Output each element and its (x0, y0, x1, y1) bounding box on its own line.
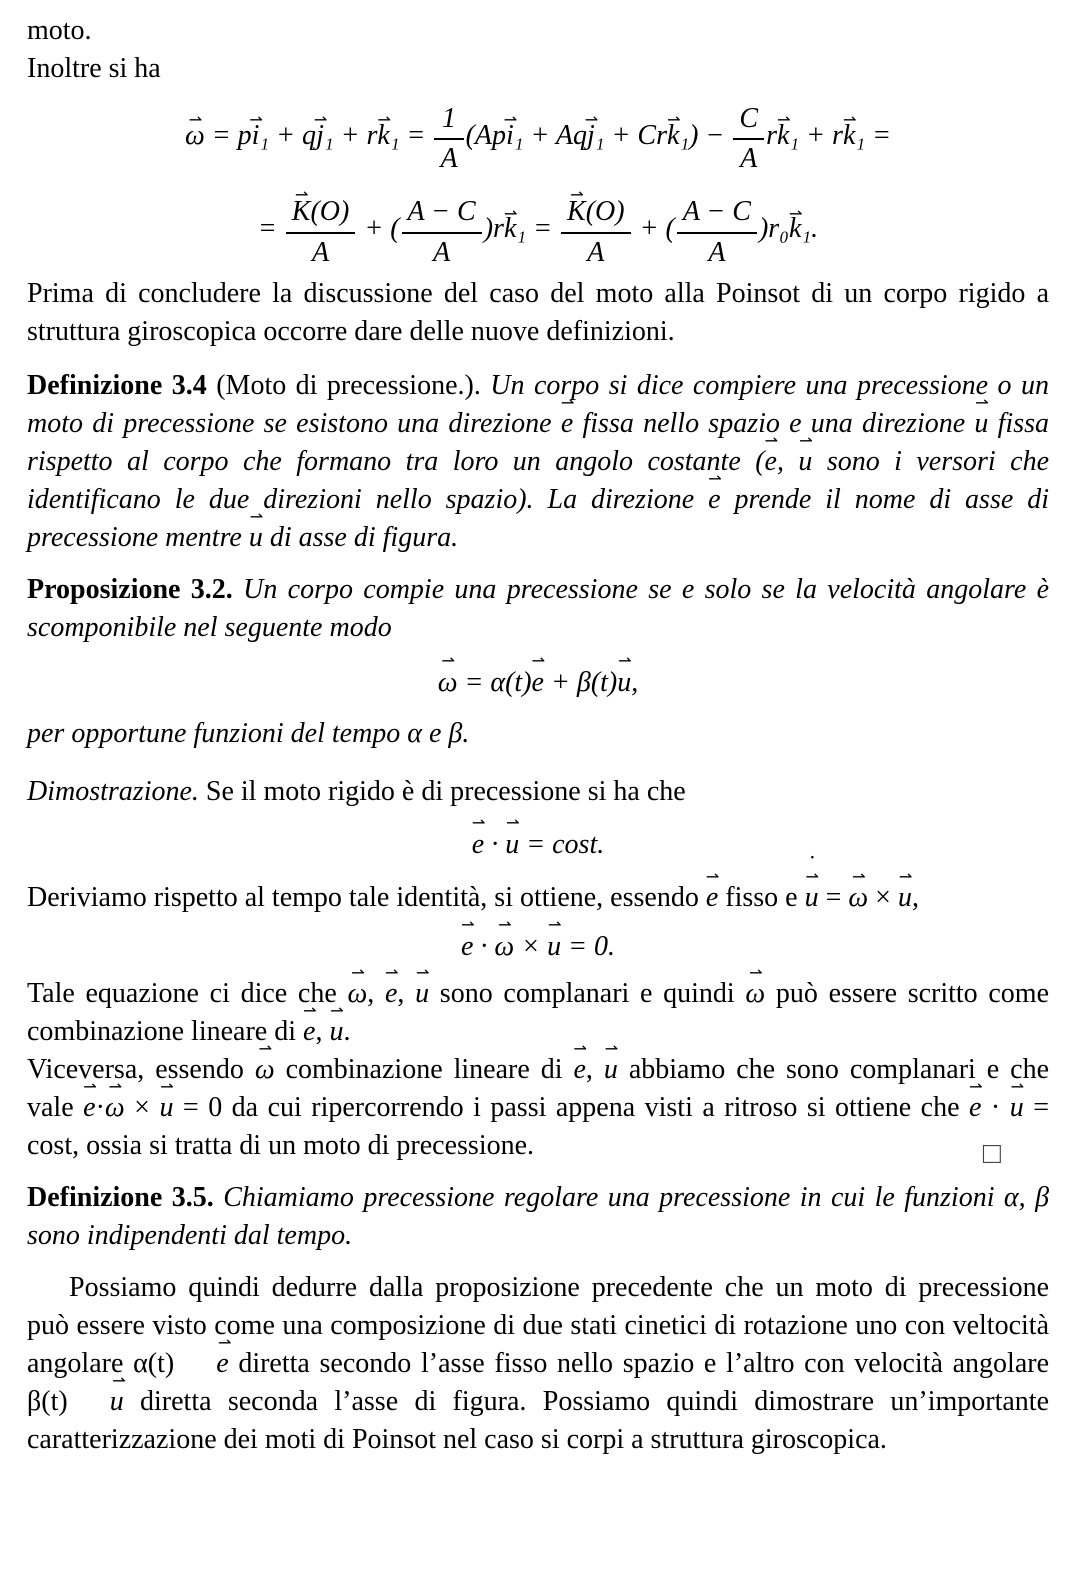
definition-3-4-parenthetical: (Moto di precessione.). (216, 369, 481, 401)
paragraph-tale-equazione: Tale equazione ci dice che ω ⇀, e ⇀, u ⇀ sono complanari e quindi ω ⇀ può essere scritto come combinazione lineare di e ⇀, u ⇀. (27, 975, 1049, 1051)
proof-heading: Dimostrazione. (27, 775, 199, 807)
paragraph-possiamo-quindi: Possiamo quindi dedurre dalla proposizione precedente che un moto di precessione può essere visto come una composizione di due stati cinetici di rotazione uno con veltocità angolare α(t) e ⇀ diretta secondo l’asse fisso nello spazio e l’altro con velocità angolare β(t) u ⇀ diretta seconda l’asse di figura. Possiamo quindi dimostrare un’importante caratterizzazione dei moti di Poinsot nel caso si corpi a struttura giroscopica. (27, 1269, 1049, 1459)
definition-3-5 (27, 1179, 1049, 1255)
paragraph-intro (27, 12, 1049, 88)
qed-box: □ (982, 1136, 1001, 1170)
paragraph-viceversa (27, 1051, 1050, 1170)
paragraph-prima-di-concludere: Prima di concludere la discussione del caso del moto alla Poinsot di un corpo rigido a struttura giroscopica occorre dare delle nuove definizioni. (27, 277, 1049, 347)
proposition-3-2 (27, 571, 1049, 647)
definition-3-5-heading: Definizione 3.5. (27, 1181, 214, 1213)
proposition-3-2-heading: Proposizione 3.2. (27, 573, 233, 605)
definition-3-5-body: Chiamiamo precessione regolare una precessione in cui le funzioni α, β sono indipendenti dal tempo. (27, 1181, 1050, 1251)
equation-omega-decomposition-line1: ω ⇀ = pi ⇀₁ + qj ⇀₁ + rk ⇀₁ = $\frac{1}{A}$ (Api ⇀₁ + Aqj ⇀₁ + Crk ⇀₁) − $\frac{C}{A}$ rk ⇀₁ + rk ⇀₁ = (27, 100, 1049, 175)
intro-line-inoltre: Inoltre si ha (27, 53, 161, 84)
definition-3-4 (27, 367, 1049, 557)
equation-omega-decomposition-line2: = $\frac{K ⇀(O)}{A}$ + ( $\frac{A - C}{A}$ )rk ⇀₁ = $\frac{K ⇀(O)}{A}$ + ( $\frac{A - C}{A}$ )r₀k ⇀₁. (27, 193, 1049, 268)
paragraph-viceversa-text: Viceversa, essendo ω ⇀ combinazione lineare di e ⇀, u ⇀ abbiamo che sono complanari e che vale e ⇀·ω ⇀ × u ⇀ = 0 da cui ripercorrendo i passi appena visti a ritroso si ottiene che e ⇀ · u ⇀ = cost, ossia si tratta di un moto di precessione. (27, 1054, 1049, 1161)
proposition-3-2-body: Un corpo compie una precessione se e solo se la velocità angolare è scomponibile nel seguente modo (27, 573, 1050, 643)
intro-line-moto: moto. (27, 15, 92, 46)
definition-3-4-heading: Definizione 3.4 (27, 369, 207, 401)
equation-triple-product-zero: e ⇀ · ω ⇀ × u ⇀ = 0. (27, 927, 1049, 967)
paragraph-deriviamo: Deriviamo rispetto al tempo tale identità, si ottiene, essendo e ⇀ fisso e ˙ u ⇀ = ω ⇀ × u ⇀, (27, 879, 1049, 917)
proof-paragraph (27, 773, 1049, 811)
equation-omega-decomposition (27, 100, 1049, 269)
equation-omega-alpha-beta: ω ⇀ = α(t)e ⇀ + β(t)u ⇀, (27, 663, 1049, 703)
proof-intro-text: Se il moto rigido è di precessione si ha che (205, 775, 686, 807)
definition-3-4-body: Un corpo si dice compiere una precessione o un moto di precessione se esistono una direzione e ⇀ fissa nello spazio e una direzione u ⇀ fissa rispetto al corpo che formano tra loro un angolo costante (e ⇀, u ⇀ sono i versori che identificano le due direzioni nello spazio). La direzione e ⇀ prende il nome di asse di precessione mentre u ⇀ di asse di figura. (27, 370, 1049, 553)
equation-e-dot-u-cost: e ⇀ · u ⇀ = cost. (27, 825, 1049, 865)
paragraph-per-opportune: per opportune funzioni del tempo α e β. (27, 717, 470, 749)
